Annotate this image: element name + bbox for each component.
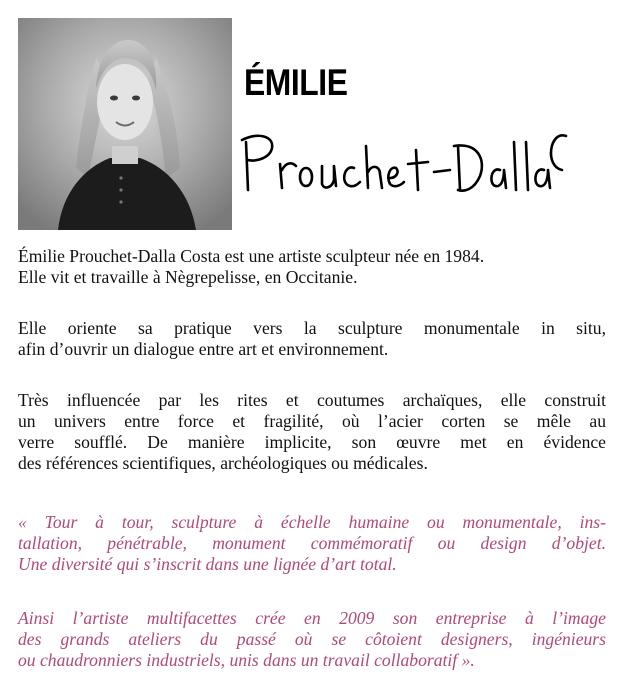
- bio-line: des références scientifiques, archéologiques ou médicales.: [18, 453, 428, 473]
- artist-signature: [234, 112, 606, 212]
- quote-paragraph-2: [18, 608, 606, 671]
- signature-handwriting-icon: [234, 112, 606, 212]
- quote-line: « Tour à tour, sculpture à échelle humaine ou monumentale, ins-: [18, 512, 606, 532]
- bio-line: verre soufflé. De manière implicite, son œuvre met en évidence: [18, 432, 606, 452]
- bio-line: Elle vit et travaille à Nègrepelisse, en Occitanie.: [18, 267, 358, 287]
- quote-line: ou chaudronniers industriels, unis dans un travail collaboratif ».: [18, 650, 475, 670]
- bio-line: Très influencée par les rites et coutumes archaïques, elle construit: [18, 390, 606, 410]
- bio-line: afin d’ouvrir un dialogue entre art et environnement.: [18, 339, 389, 359]
- bio-paragraph-3: [18, 390, 606, 474]
- bio-line: Émilie Prouchet-Dalla Costa est une artiste sculpteur née en 1984.: [18, 246, 485, 266]
- quote-line: tallation, pénétrable, monument commémoratif ou design d’objet.: [18, 533, 606, 553]
- bio-line: Elle oriente sa pratique vers la sculpture monumentale in situ,: [18, 318, 606, 338]
- quote-line: Une diversité qui s’inscrit dans une lignée d’art total.: [18, 554, 397, 574]
- bio-paragraph-2: [18, 318, 606, 360]
- quote-paragraph-1: [18, 512, 606, 575]
- portrait-photo-icon: [18, 18, 232, 230]
- quote-line: des grands ateliers du passé où se côtoient designers, ingénieurs: [18, 629, 606, 649]
- artist-portrait-photo: [18, 18, 232, 230]
- artist-first-name: ÉMILIE: [244, 62, 348, 103]
- bio-paragraph-1: [18, 246, 606, 288]
- bio-line: un univers entre force et fragilité, où l’acier corten se mêle au: [18, 411, 606, 431]
- quote-line: Ainsi l’artiste multifacettes crée en 2009 son entreprise à l’image: [18, 608, 606, 628]
